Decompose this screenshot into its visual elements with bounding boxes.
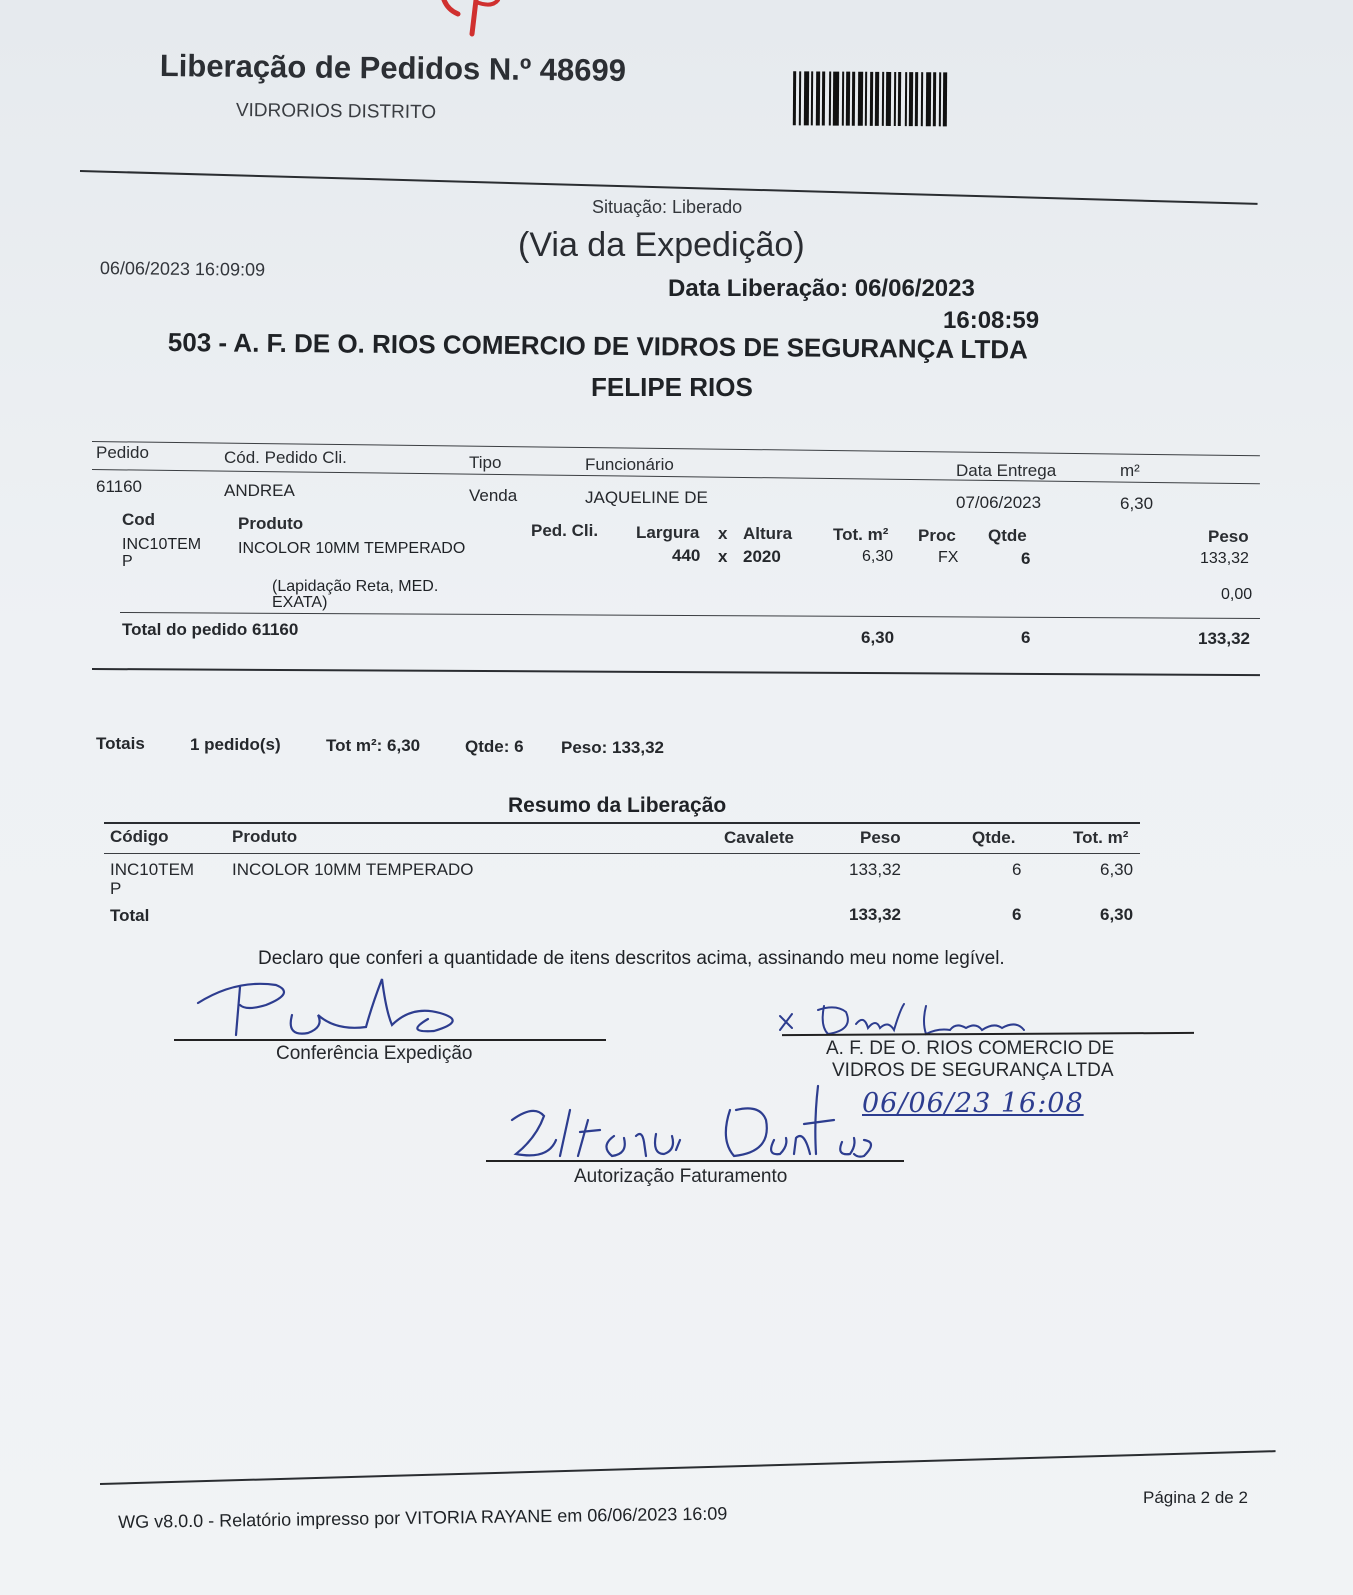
client-name: 503 - A. F. DE O. RIOS COMERCIO DE VIDROS DE SEGURANÇA LTDA [167, 327, 1028, 365]
footer-page-number: Página 2 de 2 [1143, 1488, 1248, 1507]
signature-line-autorizacao [486, 1160, 904, 1162]
summary-qty: 6 [1012, 860, 1022, 879]
totals-qty: Qtde: 6 [465, 737, 524, 756]
release-date: Data Liberação: 06/06/2023 [668, 275, 975, 302]
summary-total-weight: 133,32 [849, 905, 901, 924]
summary-top-line [104, 822, 1140, 824]
order-total-qty: 6 [1021, 628, 1031, 647]
item-col-qtde: Qtde [988, 526, 1027, 545]
release-time: 16:08:59 [943, 307, 1040, 334]
col-pedido: Pedido [96, 443, 149, 462]
totals-orders: 1 pedido(s) [190, 735, 281, 754]
item-col-produto: Produto [238, 514, 304, 533]
cliente-caption-line2: VIDROS DE SEGURANÇA LTDA [832, 1060, 1114, 1081]
item-col-peso: Peso [1208, 527, 1249, 546]
summary-col-cavalete: Cavalete [724, 828, 794, 847]
summary-total-qty: 6 [1012, 905, 1022, 924]
summary-header-line [104, 853, 1140, 854]
client-contact: FELIPE RIOS [591, 372, 753, 402]
order-type: Venda [469, 486, 518, 505]
item-process-line2: EXATA) [272, 594, 328, 611]
copy-type-label: (Via da Expedição) [518, 226, 805, 264]
summary-code-line2: P [110, 879, 122, 898]
item-col-altura: Altura [743, 524, 793, 543]
totals-weight: Peso: 133,32 [561, 738, 665, 757]
item-tot-m2: 6,30 [862, 548, 894, 565]
item-product: INCOLOR 10MM TEMPERADO [238, 540, 466, 557]
document-title: Liberação de Pedidos N.º 48699 [159, 48, 627, 88]
client-order-code: ANDREA [224, 481, 295, 500]
conferencia-caption: Conferência Expedição [276, 1043, 473, 1064]
signature-line-conferencia [174, 1039, 606, 1041]
order-total-m2: 6,30 [861, 628, 895, 647]
status-label: Situação: Liberado [592, 197, 743, 217]
handwritten-date: 06/06/23 16:08 [862, 1088, 1084, 1119]
totals-m2: Tot m²: 6,30 [326, 736, 421, 755]
summary-m2: 6,30 [1100, 860, 1134, 879]
item-height: 2020 [743, 547, 781, 566]
footer-printed-by: WG v8.0.0 - Relatório impresso por VITORIA RAYANE em 06/06/2023 16:09 [118, 1503, 728, 1532]
employee-name: JAQUELINE DE [585, 488, 708, 507]
autorizacao-caption: Autorização Faturamento [574, 1166, 788, 1187]
summary-col-tot-m2: Tot. m² [1073, 828, 1129, 847]
item-qty: 6 [1021, 549, 1031, 568]
order-total-line [120, 612, 1260, 619]
col-m2: m² [1120, 461, 1140, 480]
item-col-ped-cli: Ped. Cli. [531, 521, 599, 540]
red-pen-mark [436, 0, 516, 40]
order-number: 61160 [96, 477, 143, 496]
item-code-line2: P [122, 553, 133, 570]
printed-datetime: 06/06/2023 16:09:09 [99, 258, 266, 280]
totals-label: Totais [96, 734, 145, 753]
item-weight: 133,32 [1200, 550, 1249, 567]
cliente-caption-line1: A. F. DE O. RIOS COMERCIO DE [826, 1038, 1115, 1059]
footer-line [100, 1450, 1276, 1485]
item-process-weight: 0,00 [1221, 586, 1253, 603]
order-total-label: Total do pedido 61160 [122, 620, 299, 639]
signature-autorizacao [504, 1080, 884, 1166]
summary-product: INCOLOR 10MM TEMPERADO [232, 860, 474, 879]
col-funcionario: Funcionário [585, 455, 674, 474]
item-proc: FX [938, 549, 959, 566]
summary-total-m2: 6,30 [1100, 905, 1134, 924]
item-process-line1: (Lapidação Reta, MED. [272, 578, 439, 595]
order-table-bottom-line [92, 668, 1260, 676]
summary-col-peso: Peso [860, 828, 901, 847]
col-tipo: Tipo [469, 453, 502, 472]
delivery-date: 07/06/2023 [956, 493, 1042, 512]
col-cod-pedido-cli: Cód. Pedido Cli. [224, 448, 347, 467]
col-data-entrega: Data Entrega [956, 461, 1057, 480]
item-col-proc: Proc [918, 526, 956, 545]
summary-title: Resumo da Liberação [508, 794, 727, 817]
order-m2: 6,30 [1120, 494, 1154, 513]
summary-col-qtde: Qtde. [972, 828, 1016, 847]
item-col-largura: Largura [636, 523, 700, 542]
summary-total-label: Total [110, 906, 150, 925]
item-width: 440 [672, 546, 701, 565]
item-code-line1: INC10TEM [122, 536, 202, 553]
summary-weight: 133,32 [849, 860, 901, 879]
item-col-cod: Cod [122, 510, 156, 529]
item-times: x [718, 547, 728, 566]
order-total-weight: 133,32 [1198, 629, 1250, 648]
declaration-text: Declaro que conferi a quantidade de itens descritos acima, assinando meu nome legível. [258, 948, 1005, 969]
item-col-x: x [718, 524, 728, 543]
summary-col-codigo: Código [110, 827, 169, 846]
barcode [793, 71, 998, 126]
summary-col-produto: Produto [232, 827, 298, 846]
company-name: VIDRORIOS DISTRITO [235, 100, 437, 124]
item-col-tot-m2: Tot. m² [833, 525, 889, 544]
summary-code-line1: INC10TEM [110, 860, 195, 879]
